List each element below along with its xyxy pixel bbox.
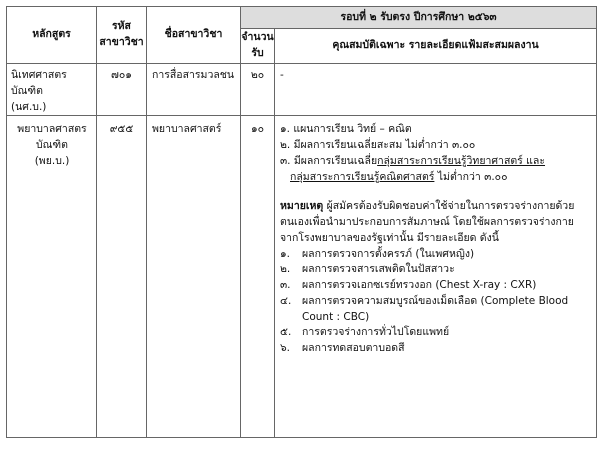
admission-table xyxy=(6,6,597,438)
list-num: ๖. xyxy=(280,342,291,354)
list-item xyxy=(280,247,592,263)
list-num: ๔. xyxy=(280,294,292,307)
header-count-line2: รับ xyxy=(251,47,264,59)
major-cell: การสื่อสารมวลชน xyxy=(147,64,241,116)
count-cell: ๑๐ xyxy=(241,116,275,438)
list-text-line2: Count : CBC) xyxy=(302,310,370,323)
course-name-line2: บัณฑิต xyxy=(36,139,68,151)
course-abbr: (นศ.บ.) xyxy=(11,100,47,113)
list-item xyxy=(280,325,592,341)
req-item-3-cont xyxy=(280,170,592,186)
course-cell xyxy=(7,64,97,116)
list-item xyxy=(280,341,592,357)
list-text xyxy=(302,294,568,326)
req-math-group: กลุ่มสาระการเรียนรู้คณิตศาสตร์ xyxy=(290,170,435,183)
code-cell: ๙๕๕ xyxy=(97,116,147,438)
major-cell: พยาบาลศาสตร์ xyxy=(147,116,241,438)
note-text-3: จากโรงพยาบาลของรัฐเท่านั้น มีรายละเอียด ดังนี้ xyxy=(280,231,499,244)
list-item xyxy=(280,278,592,294)
list-text: ผลการตรวจเอกซเรย์ทรวงอก (Chest X-ray : CXR) xyxy=(302,279,537,291)
header-code xyxy=(97,7,147,64)
table-row xyxy=(7,116,597,438)
list-num: ๒. xyxy=(280,263,291,276)
list-num: ๕. xyxy=(280,326,292,339)
list-num: ๓. xyxy=(280,279,291,291)
list-text: การตรวจร่างการทั่วไปโดยแพทย์ xyxy=(302,326,450,339)
course-abbr: (พย.บ.) xyxy=(34,154,70,167)
course-name: นิเทศศาสตรบัณฑิต xyxy=(11,69,67,97)
note-text-2: ตนเองเพื่อนำมาประกอบการสัมภาษณ์ โดยใช้ผลการตรวจร่างกาย xyxy=(280,216,574,228)
count-cell: ๒๐ xyxy=(241,64,275,116)
req-item-3 xyxy=(280,154,592,170)
course-cell xyxy=(7,116,97,438)
header-requirements: คุณสมบัติเฉพาะ รายละเอียดแฟ้มสะสมผลงาน xyxy=(275,29,597,64)
header-course: หลักสูตร xyxy=(7,7,97,64)
req-item-3-suffix: ไม่ต่ำกว่า ๓.๐๐ xyxy=(434,170,508,183)
list-text: ผลการตรวจสารเสพติดในปัสสาวะ xyxy=(302,263,455,276)
req-science-group: กลุ่มสาระการเรียนรู้วิทยาศาสตร์ และ xyxy=(377,154,546,167)
list-item xyxy=(280,294,592,326)
requirements-cell xyxy=(275,116,597,438)
list-num: ๑. xyxy=(280,247,291,260)
req-item-3-prefix: ๓. มีผลการเรียนเฉลี่ย xyxy=(280,154,378,167)
course-name-line1: พยาบาลศาสตร xyxy=(17,123,87,136)
note-line-1 xyxy=(280,199,592,215)
list-text: ผลการตรวจการตั้งครรภ์ (ในเพศหญิง) xyxy=(302,247,475,260)
code-cell: ๗๐๑ xyxy=(97,64,147,116)
header-round-title: รอบที่ ๒ รับตรง ปีการศึกษา ๒๕๖๓ xyxy=(241,7,597,29)
note-text-1: ผู้สมัครต้องรับผิดชอบค่าใช้จ่ายในการตรวจร่างกายด้วย xyxy=(323,200,575,213)
table-row xyxy=(7,64,597,116)
header-code-line1: รหัส xyxy=(112,20,131,33)
header-count xyxy=(241,29,275,64)
note-title: หมายเหตุ xyxy=(280,200,324,213)
list-item xyxy=(280,262,592,278)
header-count-line1: จำนวน xyxy=(241,31,274,44)
req-item-2: ๒. มีผลการเรียนเฉลี่ยสะสม ไม่ต่ำกว่า ๓.๐๐ xyxy=(280,139,476,151)
header-code-line2: สาขาวิชา xyxy=(99,36,144,48)
req-item-1: ๑. แผนการเรียน วิทย์ – คณิต xyxy=(280,123,412,136)
requirements-cell: - xyxy=(275,64,597,116)
list-text-line1: ผลการตรวจความสมบูรณ์ของเม็ดเลือด (Complete Blood xyxy=(302,294,569,307)
header-row-1 xyxy=(7,7,597,29)
header-major: ชื่อสาขาวิชา xyxy=(147,7,241,64)
list-text: ผลการทดสอบตาบอดสี xyxy=(302,342,405,354)
